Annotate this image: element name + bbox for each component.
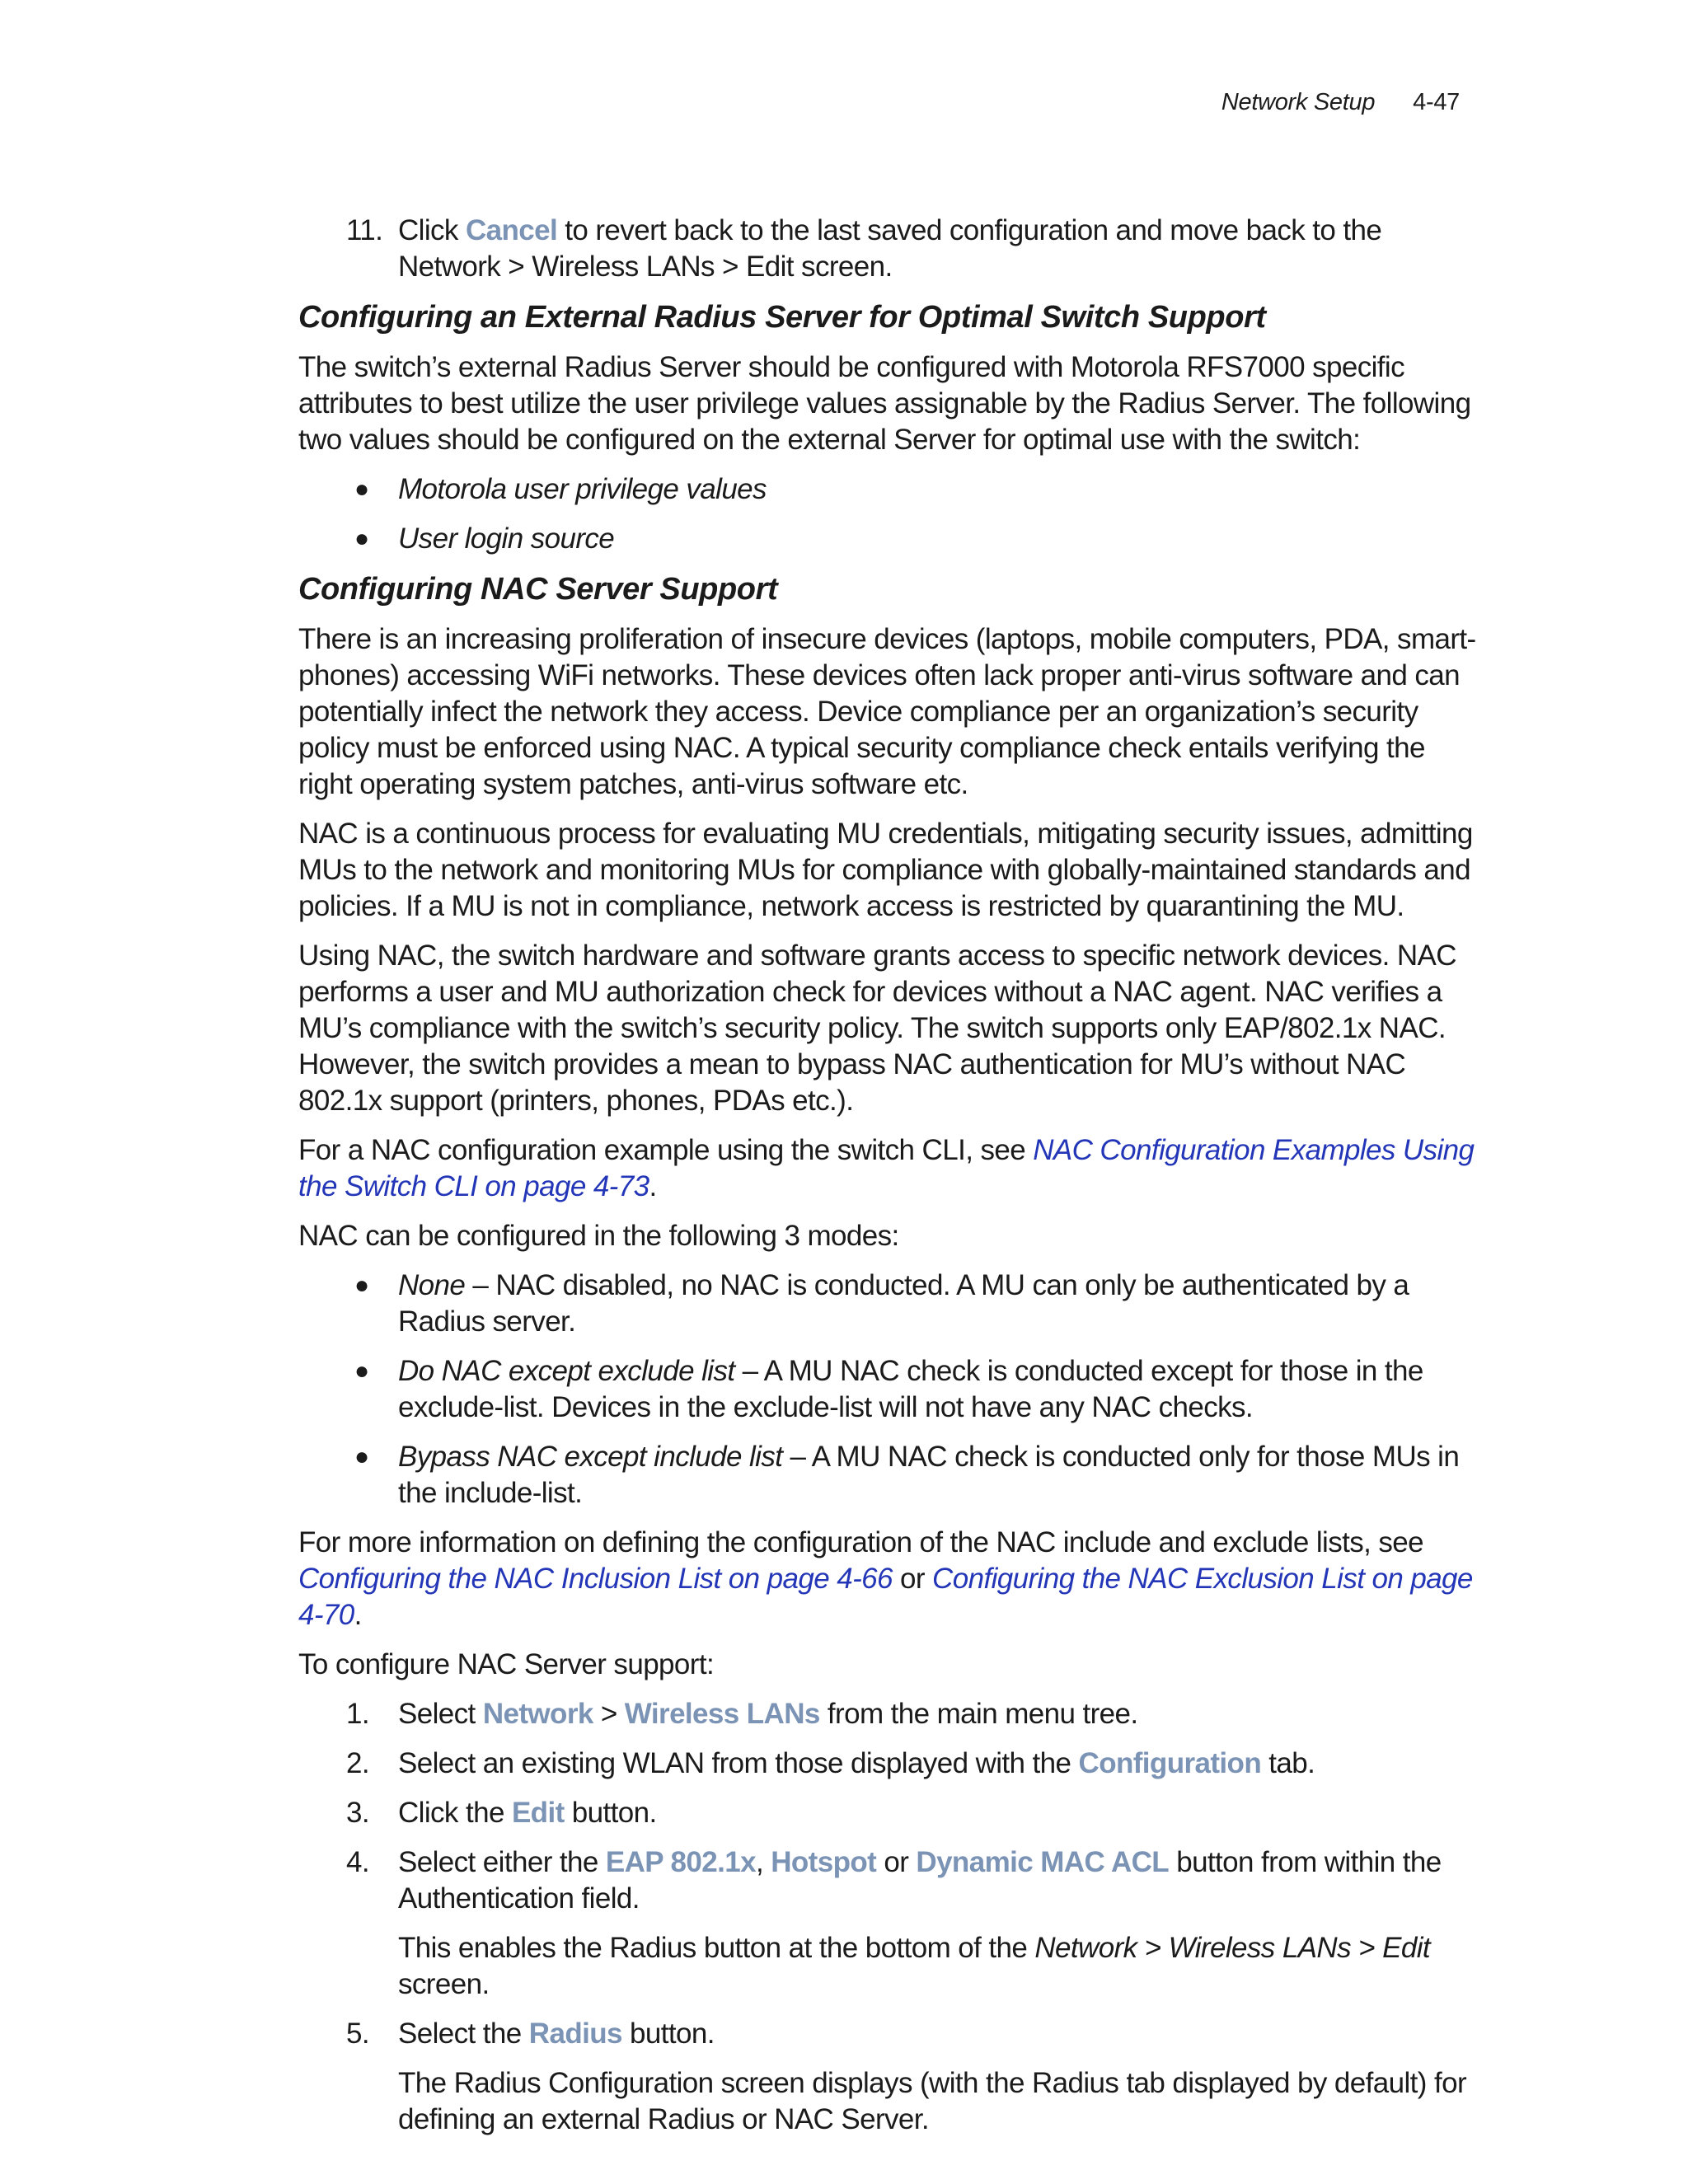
cancel-ui-label: Cancel xyxy=(465,214,558,246)
step-number: 1. xyxy=(346,1698,369,1730)
mode-term: None xyxy=(398,1269,466,1301)
step-text-pre: Click xyxy=(398,214,466,246)
to-configure-intro: To configure NAC Server support: xyxy=(298,1648,715,1680)
step-text-pre: Select an existing WLAN from those displayed with the xyxy=(398,1747,1079,1779)
step-text xyxy=(398,1746,1485,1782)
header-section-title: Network Setup xyxy=(1221,89,1376,115)
step-number: 4. xyxy=(346,1846,369,1878)
bullet-icon: ● xyxy=(354,1443,369,1470)
step-text-post: tab. xyxy=(1261,1747,1315,1779)
screen-path: Network > Wireless LANs > Edit xyxy=(1034,1932,1430,1964)
radius-ui-label: Radius xyxy=(528,2018,622,2050)
hotspot-ui-label: Hotspot xyxy=(771,1846,877,1878)
mode-desc: – A MU NAC check is conducted only for those MUs in the include-list. xyxy=(398,1441,1460,1509)
bullet-text: Motorola user privilege values xyxy=(398,473,767,505)
step-text-post: button. xyxy=(621,2018,715,2050)
step-number: 5. xyxy=(346,2018,369,2050)
dynamic-mac-acl-ui-label: Dynamic MAC ACL xyxy=(916,1846,1170,1878)
bullet-icon: ● xyxy=(354,1272,369,1299)
reference-text-mid: or xyxy=(892,1563,933,1595)
nac-inclusion-list-link[interactable]: Configuring the NAC Inclusion List on page 4-66 xyxy=(298,1563,893,1595)
step-3 xyxy=(298,1795,1485,1831)
step-5-note: The Radius Configuration screen displays (with the Radius tab displayed by default) for defining an external Radius or NAC Server. xyxy=(398,2067,1467,2135)
step-text-pre: Select the xyxy=(398,2018,529,2050)
eap-ui-label: EAP 802.1x xyxy=(605,1846,756,1878)
mode-item xyxy=(398,1353,1485,1426)
bullet-icon: ● xyxy=(354,1357,369,1385)
step-text-pre: Click the xyxy=(398,1797,512,1829)
step-4 xyxy=(298,1844,1485,1917)
mode-term: Do NAC except exclude list xyxy=(398,1355,735,1387)
step-text-post: from the main menu tree. xyxy=(819,1698,1138,1730)
step-4-note xyxy=(398,1930,1485,2003)
network-ui-label: Network xyxy=(482,1698,593,1730)
list-item xyxy=(298,521,1485,557)
step-text xyxy=(398,213,1485,285)
step-text-post: button. xyxy=(564,1797,657,1829)
step-2 xyxy=(298,1746,1485,1782)
step-5 xyxy=(298,2016,1485,2052)
reference-text: For a NAC configuration example using the switch CLI, see xyxy=(298,1134,1034,1166)
step-text-post: button from within the Authentication field. xyxy=(398,1846,1442,1915)
nac-modes-intro: NAC can be configured in the following 3 modes: xyxy=(298,1220,899,1252)
mode-desc: – NAC disabled, no NAC is conducted. A MU can only be authenticated by a Radius server. xyxy=(398,1269,1409,1338)
reference-text-end: . xyxy=(649,1170,657,1202)
list-item xyxy=(298,1353,1485,1426)
mode-item xyxy=(398,1439,1485,1511)
header-page-number: 4-47 xyxy=(1413,89,1460,115)
page-content xyxy=(298,213,1485,2151)
mode-desc: – A MU NAC check is conducted except for those in the exclude-list. Devices in the exclude-list will not have any NAC checks. xyxy=(398,1355,1423,1423)
nac-paragraph-1: There is an increasing proliferation of insecure devices (laptops, mobile computers, PDA, smart-phones) accessing WiFi networks. These devices often lack proper anti-virus software and can potentially infect the network they access. Device compliance per an organization’s security policy must be enforced using NAC. A typical security compliance check entails verifying the right operating system patches, anti-virus software etc. xyxy=(298,623,1476,800)
nac-cli-examples-link[interactable]: NAC Configuration Examples Using the Switch CLI on page 4-73 xyxy=(298,1134,1475,1202)
step-11 xyxy=(298,213,1485,285)
running-header xyxy=(1221,89,1460,116)
nac-section-heading: Configuring NAC Server Support xyxy=(298,572,778,607)
step-text-pre: Select xyxy=(398,1698,483,1730)
step-text-sep: or xyxy=(876,1846,917,1878)
nac-paragraph-3: Using NAC, the switch hardware and software grants access to specific network devices. NAC performs a user and MU authorization check for devices without a NAC agent. NAC verifies a MU’s compliance with the switch’s security policy. The switch supports only EAP/802.1x NAC. However, the switch provides a mean to bypass NAC authentication for MU’s without NAC 802.1x support (printers, phones, PDAs etc.). xyxy=(298,940,1456,1117)
step-number: 3. xyxy=(346,1797,369,1829)
step-number: 2. xyxy=(346,1747,369,1779)
step-text-sep: , xyxy=(755,1846,771,1878)
nac-paragraph-2: NAC is a continuous process for evaluating MU credentials, mitigating security issues, admitting MUs to the network and monitoring MUs for compliance with globally-maintained standards and policies. If a MU is not in compliance, network access is restricted by quarantining the MU. xyxy=(298,818,1473,922)
step-text xyxy=(398,1696,1485,1732)
step-number: 11. xyxy=(346,214,383,246)
step-text xyxy=(398,1795,1485,1831)
wireless-lans-ui-label: Wireless LANs xyxy=(624,1698,820,1730)
step-text-sep: > xyxy=(593,1698,625,1730)
list-item xyxy=(298,471,1485,508)
configuration-ui-label: Configuration xyxy=(1078,1747,1262,1779)
note-text-end: screen. xyxy=(398,1968,490,2000)
radius-section-heading: Configuring an External Radius Server for Optimal Switch Support xyxy=(298,300,1266,335)
step-text xyxy=(398,2016,1485,2052)
list-item xyxy=(298,1439,1485,1511)
nac-cli-reference xyxy=(298,1132,1485,1205)
note-text: This enables the Radius button at the bottom of the xyxy=(398,1932,1035,1964)
step-text-post: to revert back to the last saved configuration and move back to the Network > Wireless LANs > Edit screen. xyxy=(398,214,1382,283)
edit-ui-label: Edit xyxy=(511,1797,565,1829)
step-text xyxy=(398,1844,1485,1917)
radius-section-paragraph: The switch’s external Radius Server should be configured with Motorola RFS7000 specific attributes to best utilize the user privilege values assignable by the Radius Server. The following two values should be configured on the external Server for optimal use with the switch: xyxy=(298,351,1471,456)
bullet-icon: ● xyxy=(354,525,369,552)
nac-exclusion-list-link[interactable]: Configuring the NAC Exclusion List on page 4-70 xyxy=(298,1563,1473,1631)
mode-term: Bypass NAC except include list xyxy=(398,1441,783,1473)
step-1 xyxy=(298,1696,1485,1732)
mode-item xyxy=(398,1268,1485,1340)
step-text-pre: Select either the xyxy=(398,1846,606,1878)
reference-text: For more information on defining the configuration of the NAC include and exclude lists, see xyxy=(298,1526,1424,1558)
nac-lists-reference xyxy=(298,1525,1485,1633)
reference-text-end: . xyxy=(354,1599,362,1631)
bullet-text: User login source xyxy=(398,523,615,555)
bullet-icon: ● xyxy=(354,476,369,503)
list-item xyxy=(298,1268,1485,1340)
